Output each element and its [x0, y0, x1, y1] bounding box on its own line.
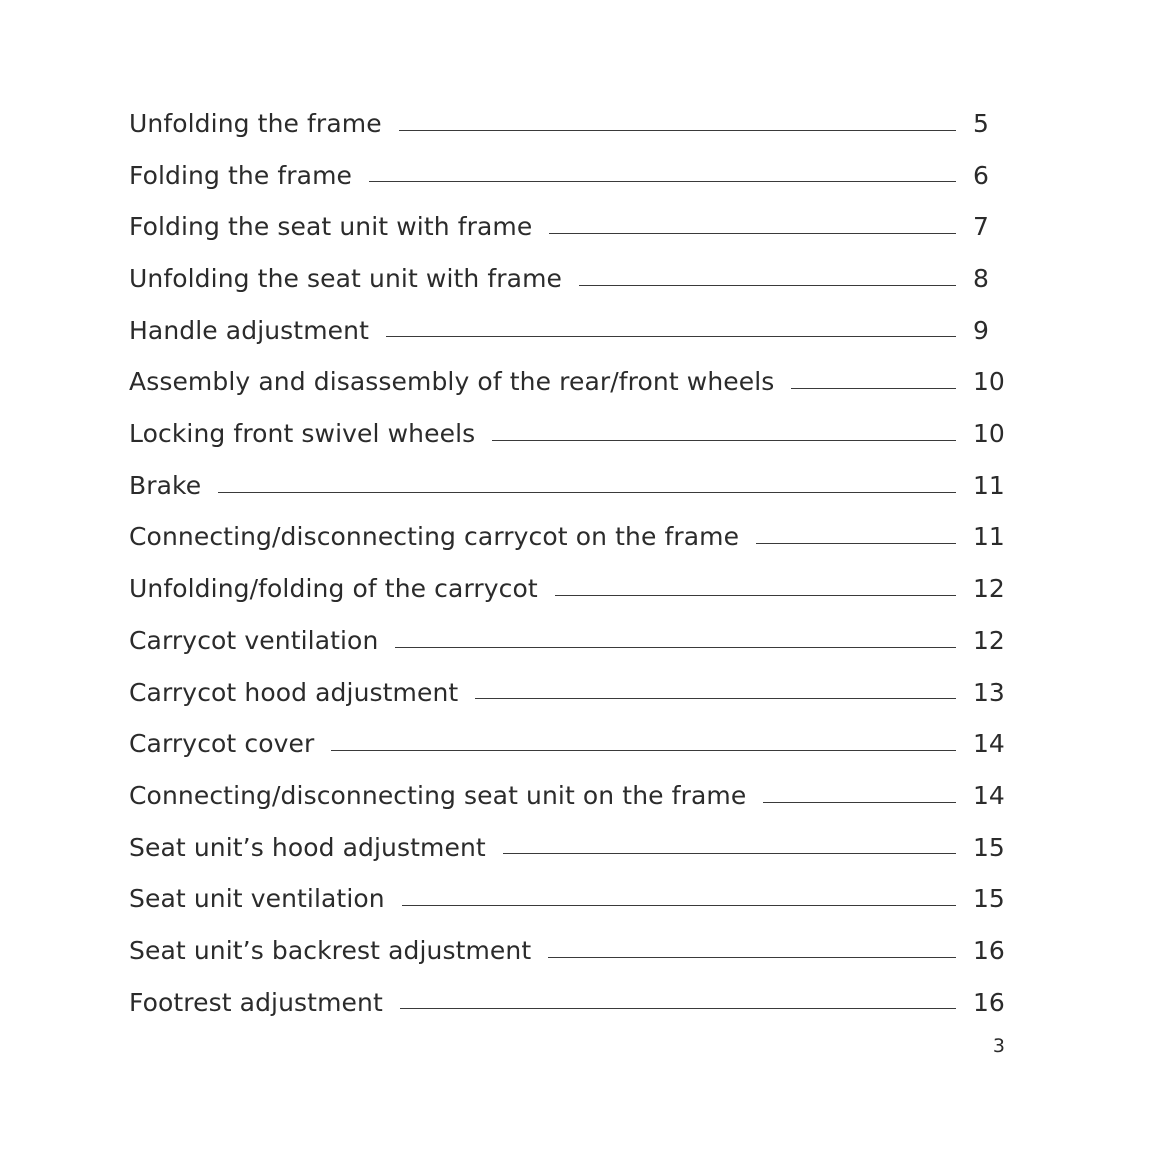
toc-entry — [129, 718, 1007, 770]
toc-leader-line — [218, 492, 956, 493]
toc-entry-title: Folding the seat unit with frame — [129, 212, 533, 242]
toc-entry-title: Carrycot hood adjustment — [129, 677, 459, 707]
toc-entry-page: 11 — [973, 522, 1005, 552]
toc-leader-line — [492, 440, 956, 441]
toc-entry-page: 14 — [973, 780, 1005, 810]
toc-leader-line — [331, 750, 956, 751]
toc-entry-title: Unfolding the seat unit with frame — [129, 264, 563, 294]
toc-entry-title: Carrycot cover — [129, 729, 315, 759]
toc-entry-title: Seat unit’s backrest adjustment — [129, 935, 532, 965]
toc-entry-page: 15 — [973, 832, 1005, 862]
toc-entry-page: 14 — [973, 729, 1005, 759]
toc-entry-page: 10 — [973, 419, 1005, 449]
toc-entry-title: Handle adjustment — [129, 315, 369, 345]
toc-entry — [129, 201, 1007, 253]
toc-entry-page: 11 — [973, 470, 1005, 500]
toc-entry-title: Locking front swivel wheels — [129, 419, 476, 449]
toc-entry — [129, 977, 1007, 1029]
toc-entry — [129, 150, 1007, 202]
toc-entry-title: Folding the frame — [129, 160, 353, 190]
toc-entry — [129, 873, 1007, 925]
toc-leader-line — [579, 285, 956, 286]
toc-entry-title: Brake — [129, 470, 202, 500]
toc-leader-line — [402, 905, 956, 906]
toc-entry-page: 7 — [973, 212, 989, 242]
toc-entry — [129, 925, 1007, 977]
toc-entry — [129, 356, 1007, 408]
toc-leader-line — [399, 130, 956, 131]
toc-entry-page: 8 — [973, 264, 989, 294]
toc-entry-page: 16 — [973, 987, 1005, 1017]
toc-leader-line — [548, 957, 956, 958]
toc-leader-line — [549, 233, 956, 234]
toc-entry — [129, 253, 1007, 305]
toc-entry — [129, 615, 1007, 667]
toc-entry-page: 12 — [973, 625, 1005, 655]
toc-entry — [129, 667, 1007, 719]
toc-leader-line — [369, 181, 956, 182]
toc-leader-line — [400, 1008, 956, 1009]
toc-entry-title: Footrest adjustment — [129, 987, 383, 1017]
toc-entry — [129, 98, 1007, 150]
toc-entry-title: Unfolding/folding of the carrycot — [129, 574, 538, 604]
toc-leader-line — [756, 543, 956, 544]
toc-leader-line — [386, 336, 956, 337]
page-number: 3 — [992, 1035, 1005, 1057]
toc-entry-page: 5 — [973, 108, 989, 138]
toc-entry-title: Unfolding the frame — [129, 108, 382, 138]
toc-entry-title: Carrycot ventilation — [129, 625, 379, 655]
toc-leader-line — [395, 647, 956, 648]
toc-entry — [129, 770, 1007, 822]
toc-entry-title: Assembly and disassembly of the rear/front wheels — [129, 367, 775, 397]
toc-entry-title: Seat unit ventilation — [129, 884, 385, 914]
toc-entry — [129, 408, 1007, 460]
toc-leader-line — [475, 698, 956, 699]
toc-entry-page: 9 — [973, 315, 989, 345]
toc-entry-page: 10 — [973, 367, 1005, 397]
toc-leader-line — [763, 802, 956, 803]
toc-leader-line — [503, 853, 956, 854]
toc-entry — [129, 305, 1007, 357]
toc-entry-title: Connecting/disconnecting seat unit on the frame — [129, 780, 747, 810]
toc-entry — [129, 460, 1007, 512]
toc-leader-line — [791, 388, 956, 389]
toc-entry-page: 16 — [973, 935, 1005, 965]
toc-entry-title: Connecting/disconnecting carrycot on the frame — [129, 522, 740, 552]
toc-entry — [129, 563, 1007, 615]
toc-entry — [129, 512, 1007, 564]
toc-entry — [129, 822, 1007, 874]
toc-entry-page: 12 — [973, 574, 1005, 604]
toc-entry-page: 13 — [973, 677, 1005, 707]
toc-entry-page: 6 — [973, 160, 989, 190]
table-of-contents — [129, 98, 1007, 1028]
toc-leader-line — [555, 595, 956, 596]
toc-entry-title: Seat unit’s hood adjustment — [129, 832, 486, 862]
toc-entry-page: 15 — [973, 884, 1005, 914]
